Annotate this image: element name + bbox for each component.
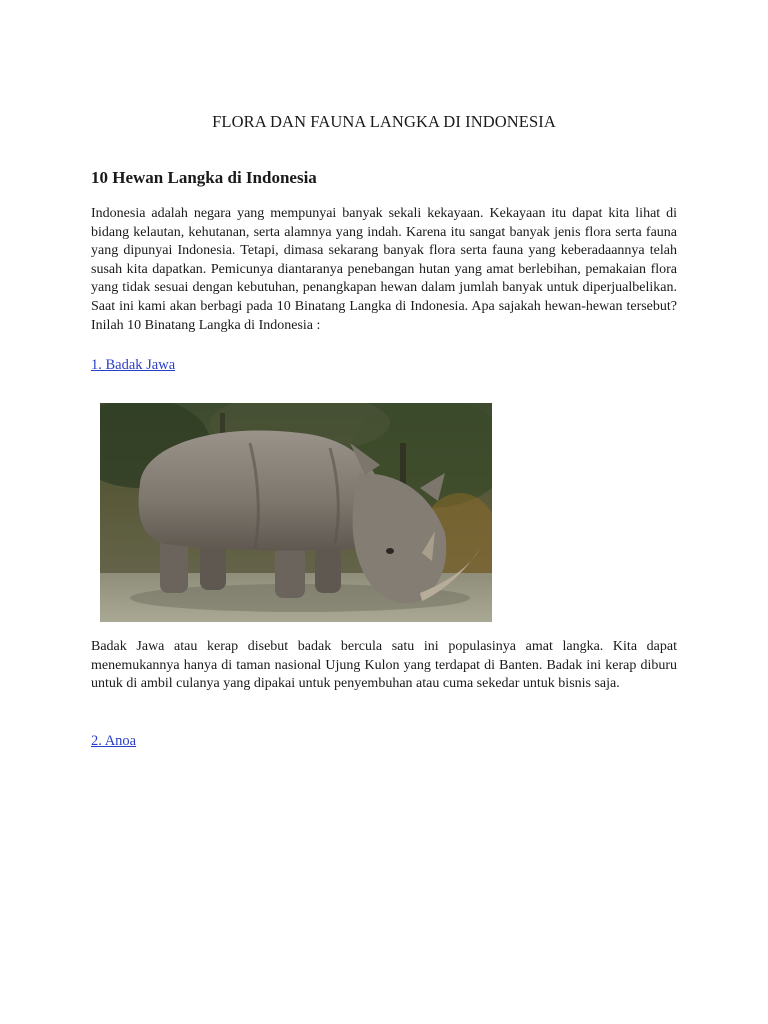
link-badak-jawa[interactable]: 1. Badak Jawa [91,357,176,373]
badak-jawa-description: Badak Jawa atau kerap disebut badak bercula satu ini populasinya amat langka. Kita dapat menemukannya hanya di taman nasional Ujung Kulon yang terdapat di Banten. Badak ini kerap diburu untuk di ambil culanya yang dipakai untuk penyembuhan atau cuma sekedar untuk bisnis saja. [91,639,677,692]
link-anoa[interactable]: 2. Anoa [91,733,137,749]
rhino-illustration [100,403,492,622]
intro-paragraph: Indonesia adalah negara yang mempunyai banyak sekali kekayaan. Kekayaan itu dapat kita lihat di bidang kelautan, kehutanan, serta alamnya yang indah. Karena itu sangat banyak jenis flora serta fauna yang dipunyai Indonesia. Tetapi, dimasa sekarang banyak flora serta fauna yang keberadaannya telah susah kita dapatkan. Pemicunya diantaranya penebangan hutan yang amat berlebihan, pemakaian flora yang tidak sesuai dengan kebutuhan, penangkapan hewan dalam jumlah banyak untuk diperjualbelikan. Saat ini kami akan berbagi pada 10 Binatang Langka di Indonesia. Apa sajakah hewan-hewan tersebut? Inilah 10 Binatang Langka di Indonesia : [91,206,677,333]
document-title: FLORA DAN FAUNA LANGKA DI INDONESIA [212,112,556,131]
rhino-photo [100,403,492,622]
section-heading: 10 Hewan Langka di Indonesia [91,168,317,187]
